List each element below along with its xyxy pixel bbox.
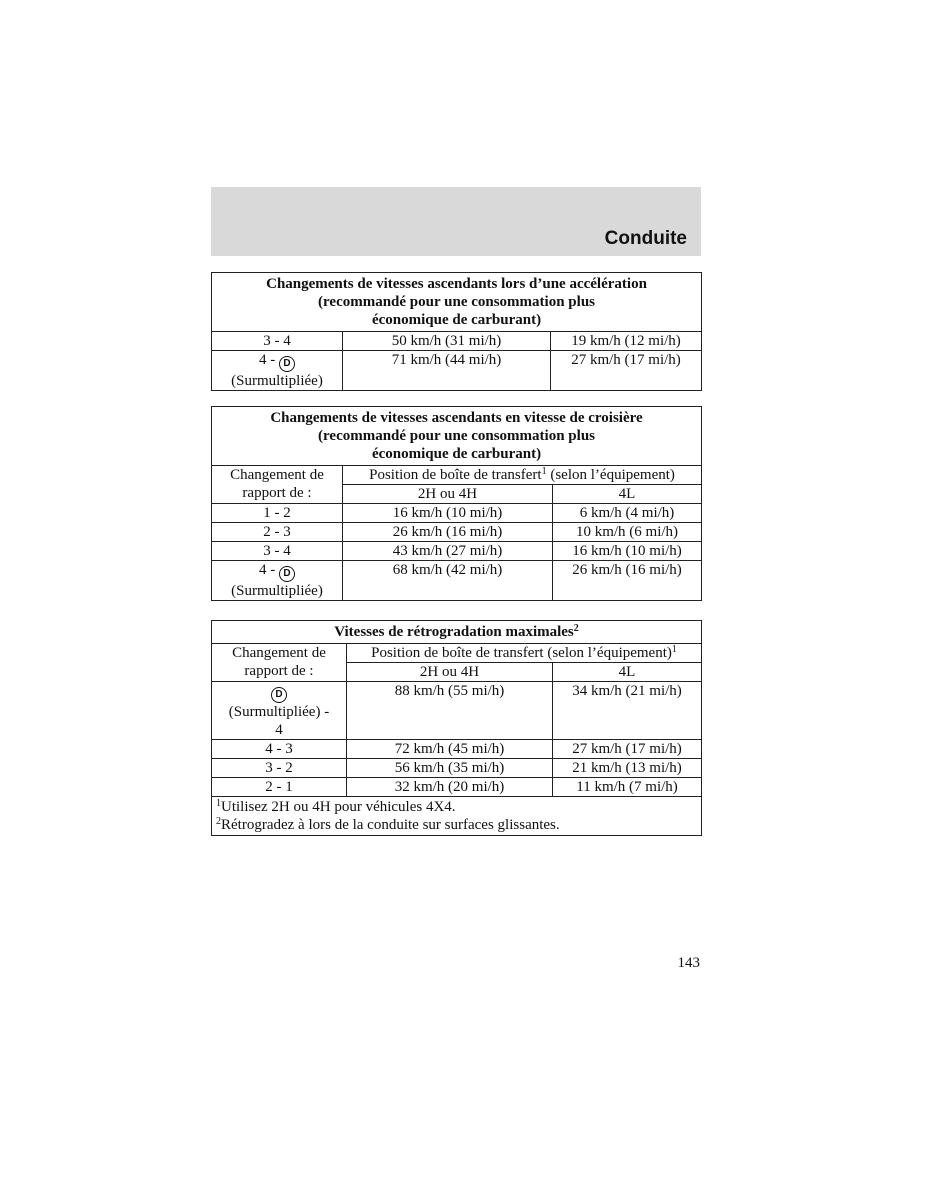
table-title-row — [212, 273, 702, 332]
speed-2h-cell: 26 km/h (16 mi/h) — [343, 523, 553, 542]
shift-cell: 2 - 3 — [212, 523, 343, 542]
title-text: Vitesses de rétrogradation maximales — [334, 624, 574, 640]
shift-header-line: rapport de : — [244, 663, 314, 679]
col-2h-header: 2H ou 4H — [347, 663, 553, 682]
overdrive-d-icon: D — [271, 687, 287, 703]
table-title — [212, 273, 702, 332]
speed-2h-cell: 43 km/h (27 mi/h) — [343, 542, 553, 561]
speed-2h-cell: 88 km/h (55 mi/h) — [347, 682, 553, 740]
title-line: économique de carburant) — [371, 312, 542, 328]
table-row — [212, 523, 702, 542]
shift-prefix: 4 - — [259, 562, 276, 578]
shift-cell — [212, 682, 347, 740]
shift-cell — [212, 561, 343, 601]
speed-2h-cell: 72 km/h (45 mi/h) — [347, 740, 553, 759]
speed-2h-cell: 32 km/h (20 mi/h) — [347, 778, 553, 797]
table-row — [212, 740, 702, 759]
section-title: Conduite — [604, 228, 687, 249]
table-title-row — [212, 407, 702, 466]
position-label: Position de boîte de transfert (selon l’équipement) — [371, 645, 672, 661]
footnotes-row — [212, 797, 702, 836]
position-label: Position de boîte de transfert — [369, 467, 542, 483]
transfer-position-header — [347, 644, 702, 663]
footnote — [216, 816, 697, 834]
shift-cell: 3 - 4 — [212, 332, 343, 351]
footnote-ref: 1 — [671, 644, 677, 655]
speed-4l-cell: 21 km/h (13 mi/h) — [553, 759, 702, 778]
upshift-cruise-table — [211, 406, 702, 601]
speed-2h-cell: 68 km/h (42 mi/h) — [343, 561, 553, 601]
speed-4l-cell: 10 km/h (6 mi/h) — [553, 523, 702, 542]
speed-4l-cell: 11 km/h (7 mi/h) — [553, 778, 702, 797]
footnote-mark: 2 — [216, 816, 221, 827]
overdrive-d-icon: D — [279, 356, 295, 372]
table-row — [212, 351, 702, 391]
footnote-ref: 1 — [541, 466, 547, 477]
speed-2h-cell: 71 km/h (44 mi/h) — [343, 351, 551, 391]
shift-header-cell — [212, 644, 347, 682]
col-4l-header: 4L — [553, 485, 702, 504]
header-row — [212, 466, 702, 485]
table-title-row — [212, 621, 702, 644]
upshift-acceleration-table — [211, 272, 702, 391]
col-2h-header: 2H ou 4H — [343, 485, 553, 504]
overdrive-d-icon: D — [279, 566, 295, 582]
shift-header-cell — [212, 466, 343, 504]
shift-note: (Surmultipliée) — [231, 583, 323, 599]
shift-cell: 3 - 4 — [212, 542, 343, 561]
title-line: Changements de vitesses ascendants en vitesse de croisière — [270, 410, 643, 426]
table-row — [212, 332, 702, 351]
shift-cell: 4 - 3 — [212, 740, 347, 759]
shift-note: (Surmultipliée) - — [228, 704, 330, 720]
footnote-text: Rétrogradez à lors de la conduite sur surfaces glissantes. — [221, 817, 560, 833]
footnotes-cell — [212, 797, 702, 836]
col-4l-header: 4L — [553, 663, 702, 682]
position-suffix: (selon l’équipement) — [546, 467, 675, 483]
title-line: Changements de vitesses ascendants lors d’une accélération — [266, 276, 647, 292]
shift-suffix: 4 — [275, 722, 283, 738]
shift-header-line: Changement de — [232, 645, 326, 661]
shift-cell: 2 - 1 — [212, 778, 347, 797]
shift-header-line: Changement de — [230, 467, 324, 483]
speed-4l-cell: 6 km/h (4 mi/h) — [553, 504, 702, 523]
shift-cell: 1 - 2 — [212, 504, 343, 523]
shift-header-line: rapport de : — [242, 485, 312, 501]
speed-4l-cell: 34 km/h (21 mi/h) — [553, 682, 702, 740]
footnote-ref: 2 — [573, 623, 579, 634]
speed-4l-cell: 27 km/h (17 mi/h) — [551, 351, 702, 391]
table-row — [212, 778, 702, 797]
title-line: (recommandé pour une consommation plus — [318, 294, 595, 310]
speed-4l-cell: 26 km/h (16 mi/h) — [553, 561, 702, 601]
table-title — [212, 407, 702, 466]
max-downshift-table — [211, 620, 702, 836]
section-header-band — [211, 187, 701, 256]
title-line: (recommandé pour une consommation plus — [318, 428, 595, 444]
table-row — [212, 542, 702, 561]
footnote-mark: 1 — [216, 798, 221, 809]
table-title — [212, 621, 702, 644]
transfer-position-header — [343, 466, 702, 485]
speed-2h-cell: 50 km/h (31 mi/h) — [343, 332, 551, 351]
title-line: économique de carburant) — [371, 446, 542, 462]
table-row — [212, 759, 702, 778]
footnote-text: Utilisez 2H ou 4H pour véhicules 4X4. — [221, 799, 456, 815]
table-row — [212, 504, 702, 523]
speed-4l-cell: 16 km/h (10 mi/h) — [553, 542, 702, 561]
shift-cell: 3 - 2 — [212, 759, 347, 778]
speed-4l-cell: 19 km/h (12 mi/h) — [551, 332, 702, 351]
footnote — [216, 798, 697, 816]
shift-cell — [212, 351, 343, 391]
speed-2h-cell: 56 km/h (35 mi/h) — [347, 759, 553, 778]
table-row — [212, 682, 702, 740]
header-row — [212, 644, 702, 663]
speed-4l-cell: 27 km/h (17 mi/h) — [553, 740, 702, 759]
page-number: 143 — [677, 955, 700, 971]
table-row — [212, 561, 702, 601]
shift-prefix: 4 - — [259, 352, 276, 368]
speed-2h-cell: 16 km/h (10 mi/h) — [343, 504, 553, 523]
shift-note: (Surmultipliée) — [231, 373, 323, 389]
